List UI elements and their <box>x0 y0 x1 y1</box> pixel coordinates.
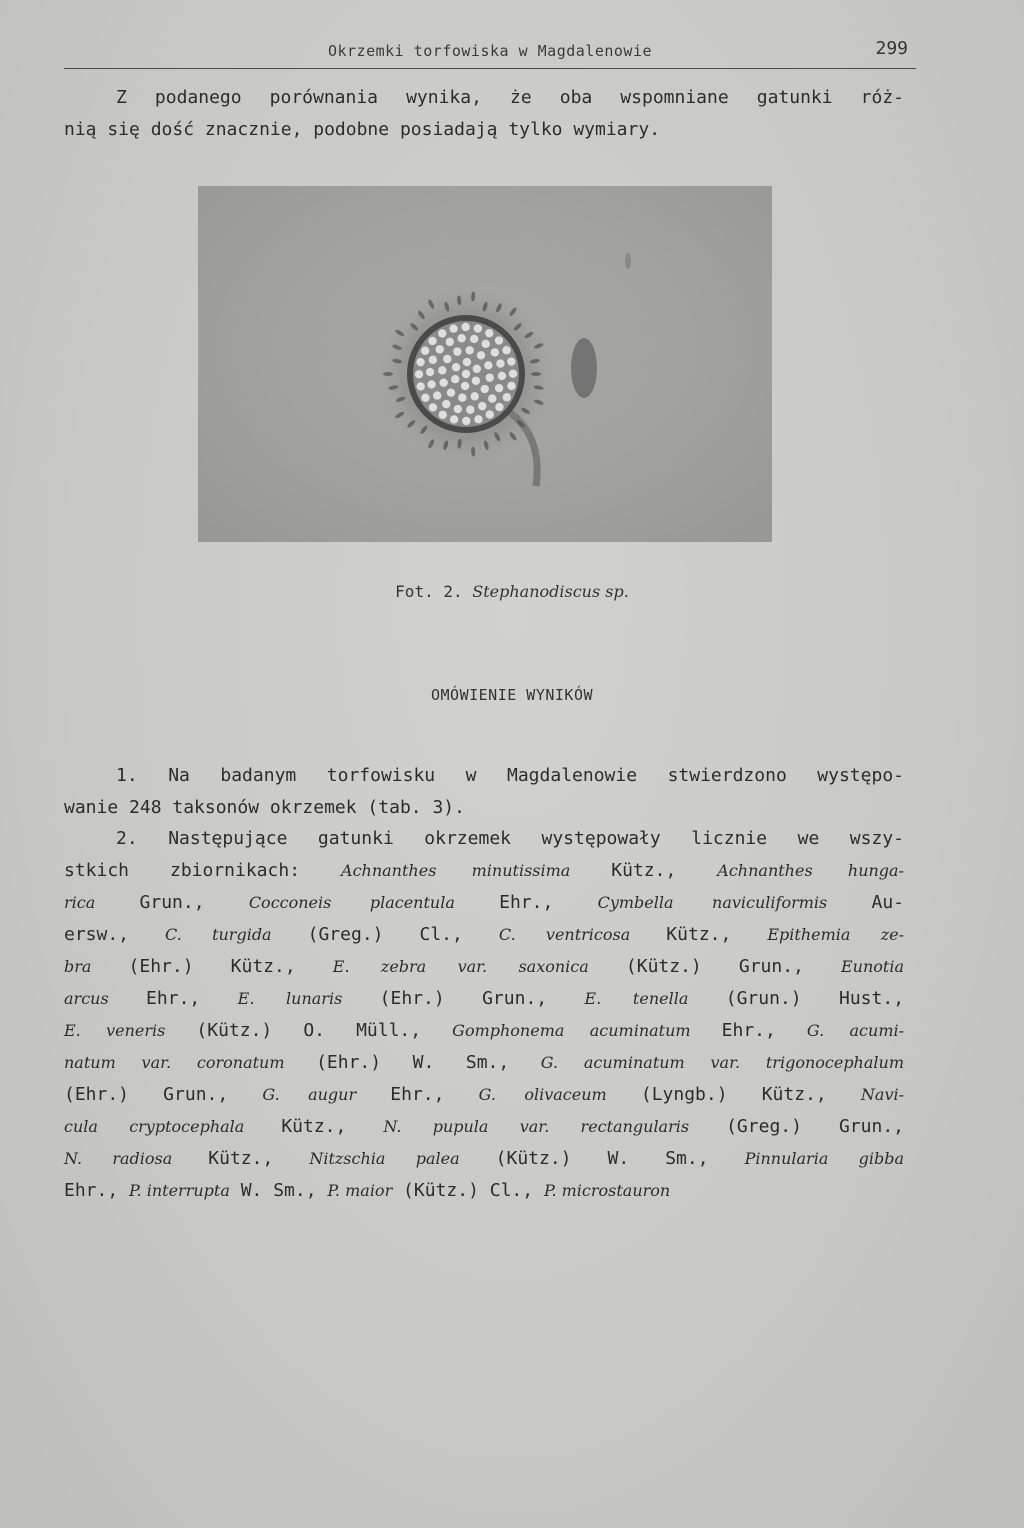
text-run: (Kütz.) Grun., <box>588 956 841 977</box>
text-run: Kütz., <box>630 924 768 945</box>
areola-dot <box>451 375 459 383</box>
text-run: Kütz., <box>570 860 718 881</box>
text-run: Ehr., <box>690 1020 807 1041</box>
taxon-name: Eunotia <box>841 957 905 976</box>
areola-dot <box>496 359 504 367</box>
spine-mark <box>383 372 393 376</box>
areola-dot <box>457 334 465 342</box>
areola-dot <box>452 363 460 371</box>
areola-dot <box>421 347 429 355</box>
taxon-name: rica <box>64 893 96 912</box>
text-run: W. Sm., <box>229 1180 328 1201</box>
text-run: Au- <box>827 892 905 913</box>
taxon-name: E. veneris <box>64 1021 166 1040</box>
taxon-name: G. acuminatum var. trigonocephalum <box>540 1053 904 1072</box>
areola-dot <box>472 377 480 385</box>
areola-dot <box>474 415 482 423</box>
page-header <box>64 38 916 69</box>
text-run: ersw., <box>64 924 166 945</box>
areola-dot <box>485 329 493 337</box>
results-item-1 <box>64 760 904 824</box>
areola-dot <box>462 417 470 425</box>
areola-dot <box>498 372 506 380</box>
page-number: 299 <box>875 38 908 59</box>
areola-dot <box>477 351 485 359</box>
results-item-2 <box>64 823 904 1207</box>
taxon-name: Epithemia ze- <box>767 925 905 944</box>
taxon-name: E. tenella <box>584 989 689 1008</box>
text-run: Ehr., <box>356 1084 479 1105</box>
text-run: Ehr., <box>64 1180 130 1201</box>
areola-dot <box>463 358 471 366</box>
areola-dot <box>461 382 469 390</box>
text-run: (Lyngb.) Kütz., <box>606 1084 861 1105</box>
caption-prefix: Fot. 2. <box>395 582 463 601</box>
item2-line <box>64 983 904 1015</box>
areola-dot <box>503 393 511 401</box>
text-run: (Greg.) Cl., <box>271 924 499 945</box>
areola-dot <box>481 385 489 393</box>
stephanodiscus-micrograph <box>198 186 772 542</box>
text-run: (Ehr.) Kütz., <box>91 956 333 977</box>
areola-dot <box>416 358 424 366</box>
areola-dot <box>429 356 437 364</box>
areola-dot <box>509 370 517 378</box>
item2-line <box>64 951 904 983</box>
text-run: (Kütz.) Cl., <box>392 1180 544 1201</box>
taxon-name: G. olivaceum <box>478 1085 607 1104</box>
taxon-name: Cymbella naviculiformis <box>597 893 828 912</box>
item2-line <box>64 855 904 887</box>
caption-taxon: Stephanodiscus sp. <box>472 582 629 601</box>
micrograph-photo <box>198 186 772 542</box>
item2-line <box>64 1143 904 1175</box>
item1-line: 1. Na badanym torfowisku w Magdalenowie stwierdzono występo- <box>116 765 904 786</box>
areola-dot <box>495 336 503 344</box>
taxon-name: C. ventricosa <box>498 925 631 944</box>
taxon-name: E. lunaris <box>237 989 343 1008</box>
text-run: (Ehr.) Grun., <box>64 1084 263 1105</box>
areola-dot <box>442 400 450 408</box>
intro-paragraph <box>64 82 904 146</box>
areola-dot <box>439 378 447 386</box>
areola-dot <box>416 382 424 390</box>
text-run: Grun., <box>95 892 249 913</box>
areola-dot <box>427 380 435 388</box>
item1-line: wanie 248 taksonów okrzemek (tab. 3). <box>64 797 465 818</box>
taxon-name: N. radiosa <box>64 1149 173 1168</box>
item2-line <box>64 1079 904 1111</box>
areola-dot <box>466 406 474 414</box>
taxon-name: natum var. coronatum <box>64 1053 285 1072</box>
areola-dot <box>495 384 503 392</box>
areola-dot <box>454 405 462 413</box>
areola-dot <box>450 415 458 423</box>
intro-line: Z podanego porównania wynika, że oba wspomniane gatunki róż- <box>116 87 904 108</box>
taxon-name: P. microstauron <box>543 1181 671 1200</box>
section-heading: OMÓWIENIE WYNIKÓW <box>430 686 594 704</box>
taxon-name: Achnanthes hunga- <box>717 861 904 880</box>
areola-dot <box>481 340 489 348</box>
item2-line <box>64 1111 904 1143</box>
areola-dot <box>465 346 473 354</box>
areola-dot <box>486 410 494 418</box>
areola-dot <box>433 391 441 399</box>
taxon-name: N. pupula var. rectangularis <box>383 1117 690 1136</box>
areola-dot <box>470 335 478 343</box>
text-run: (Ehr.) Grun., <box>342 988 585 1009</box>
taxon-name: cula cryptocephala <box>64 1117 245 1136</box>
text-run: (Greg.) Grun., <box>689 1116 904 1137</box>
taxon-name: Nitzschia palea <box>309 1149 460 1168</box>
areola-dot <box>488 394 496 402</box>
areola-dot <box>470 392 478 400</box>
areola-dot <box>446 338 454 346</box>
text-run: 2. Następujące gatunki okrzemek występowały licznie we wszy- <box>116 828 904 849</box>
areola-dot <box>436 345 444 353</box>
taxon-name: Achnanthes minutissima <box>341 861 571 880</box>
taxon-name: bra <box>64 957 92 976</box>
areola-dot <box>507 357 515 365</box>
taxon-name: P. maior <box>327 1181 393 1200</box>
item2-line <box>64 823 904 855</box>
text-run: Ehr., <box>108 988 238 1009</box>
spine-mark <box>531 372 541 376</box>
text-run: Kütz., <box>244 1116 384 1137</box>
areola-dot <box>473 365 481 373</box>
areola-dot <box>439 411 447 419</box>
areola-dot <box>415 370 423 378</box>
text-run: (Kütz.) W. Sm., <box>459 1148 745 1169</box>
areola-dot <box>447 389 455 397</box>
item2-line <box>64 1015 904 1047</box>
areola-dot <box>426 368 434 376</box>
areola-dot <box>502 346 510 354</box>
areola-dot <box>428 337 436 345</box>
areola-dot <box>462 323 470 331</box>
areola-dot <box>484 361 492 369</box>
areola-dot <box>449 324 457 332</box>
areola-dot <box>491 348 499 356</box>
intro-line: nią się dość znacznie, podobne posiadają tylko wymiary. <box>64 119 661 140</box>
areola-dot <box>453 347 461 355</box>
taxon-name: Navi- <box>860 1085 905 1104</box>
taxon-name: arcus <box>64 989 109 1008</box>
taxon-name: E. zebra var. saxonica <box>332 957 589 976</box>
item2-line <box>64 1047 904 1079</box>
item2-line <box>64 1175 904 1207</box>
areola-dot <box>421 394 429 402</box>
areola-dot <box>507 382 515 390</box>
text-run: (Kütz.) O. Müll., <box>165 1020 453 1041</box>
taxon-name: Pinnularia gibba <box>744 1149 905 1168</box>
areola-dot <box>458 394 466 402</box>
areola-dot <box>478 402 486 410</box>
taxon-name: C. turgida <box>165 925 272 944</box>
areola-dot <box>443 355 451 363</box>
taxon-name: Cocconeis placentula <box>248 893 455 912</box>
taxon-name: G. acumi- <box>806 1021 905 1040</box>
areola-dot <box>462 370 470 378</box>
taxon-name: Gomphonema acuminatum <box>452 1021 691 1040</box>
areola-dot <box>438 366 446 374</box>
areola-dot <box>438 329 446 337</box>
running-head: Okrzemki torfowiska w Magdalenowie <box>327 42 653 60</box>
text-run: (Ehr.) W. Sm., <box>284 1052 541 1073</box>
areola-dot <box>474 324 482 332</box>
text-run: (Grun.) Hust., <box>688 988 905 1009</box>
areola-dot <box>486 373 494 381</box>
text-run: Ehr., <box>454 892 598 913</box>
item2-line <box>64 887 904 919</box>
figure-caption <box>0 582 1024 601</box>
areola-dot <box>429 403 437 411</box>
item2-line <box>64 919 904 951</box>
taxon-name: P. interrupta <box>129 1181 230 1200</box>
areola-dot <box>495 403 503 411</box>
text-run: stkich zbiornikach: <box>64 860 342 881</box>
text-run: Kütz., <box>172 1148 310 1169</box>
taxon-name: G. augur <box>262 1085 357 1104</box>
